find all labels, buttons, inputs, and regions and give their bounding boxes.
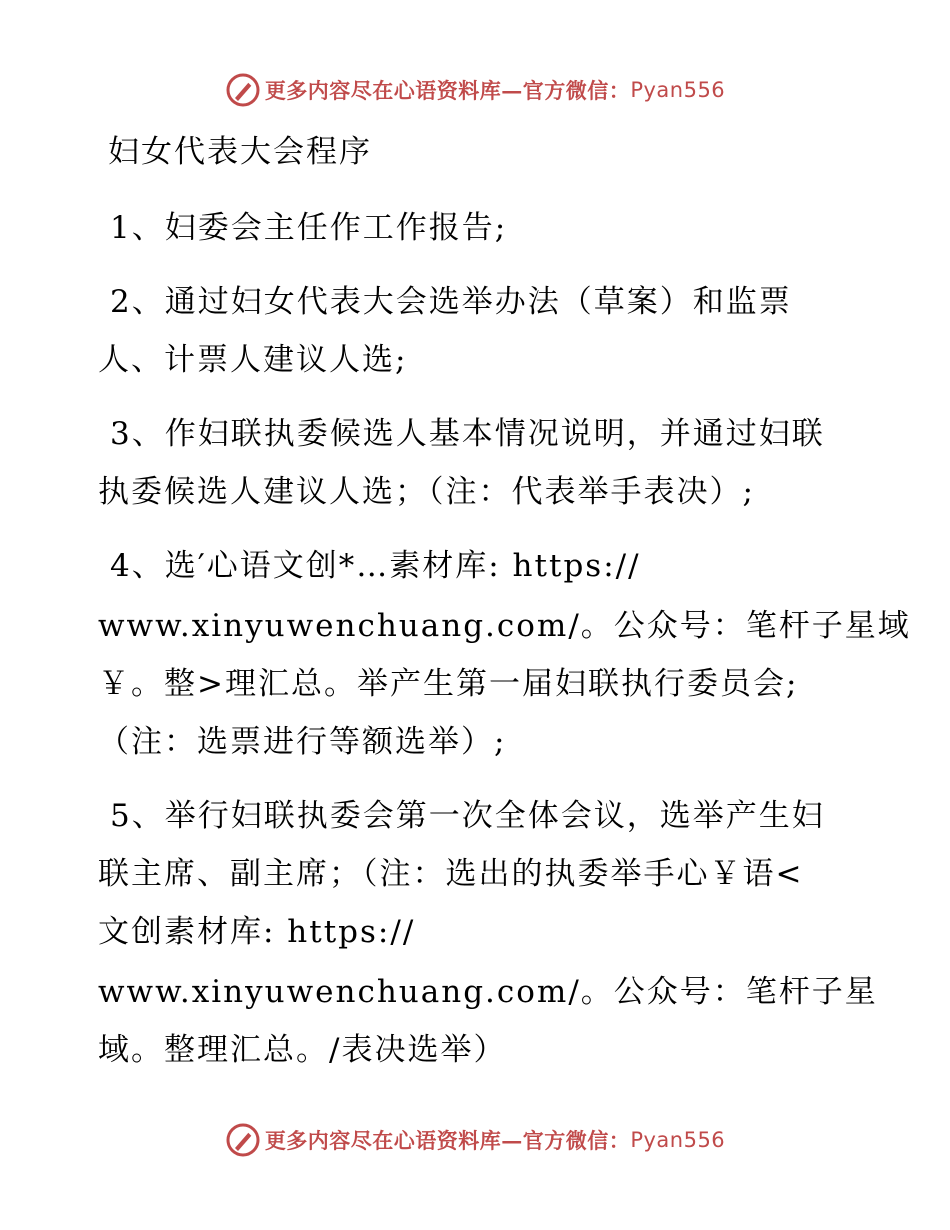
banner-wechat-id: Pyan556 (630, 78, 726, 102)
text-line: www.xinyuwenchuang.com/。公众号：笔杆子星域 (98, 608, 911, 644)
text-line: 4、选′心语文创*…素材库: https:// (110, 548, 641, 584)
text-line: 2、通过妇女代表大会选举办法（草案）和监票 (110, 284, 792, 320)
text-line: 执委候选人建议人选；（注：代表举手表决）; (98, 474, 755, 510)
banner-wechat-id: Pyan556 (630, 1128, 726, 1152)
logo-icon (225, 72, 261, 108)
text-line: 1、妇委会主任作工作报告; (110, 210, 508, 246)
document-title: 妇女代表大会程序 (108, 134, 372, 170)
text-line: 域。整理汇总。/表决选举） (98, 1032, 507, 1068)
text-line: 5、举行妇联执委会第一次全体会议，选举产生妇 (110, 798, 825, 834)
header-banner (0, 70, 950, 110)
text-line: 3、作妇联执委候选人基本情况说明，并通过妇联 (110, 416, 825, 452)
text-line: www.xinyuwenchuang.com/。公众号：笔杆子星 (98, 974, 878, 1010)
logo-icon (225, 1122, 261, 1158)
text-line: 人、计票人建议人选; (98, 342, 408, 378)
text-line: 联主席、副主席；（注：选出的执委举手心￥语< (98, 856, 804, 892)
banner-text: 更多内容尽在心语资料库—官方微信： (264, 78, 631, 103)
banner-text: 更多内容尽在心语资料库—官方微信： (264, 1128, 631, 1153)
text-line: 文创素材库: https:// (98, 914, 416, 950)
text-line: （注：选票进行等额选举）; (98, 724, 507, 760)
footer-banner (0, 1120, 950, 1160)
text-line: ￥。整>理汇总。举产生第一届妇联执行委员会; (98, 666, 799, 702)
